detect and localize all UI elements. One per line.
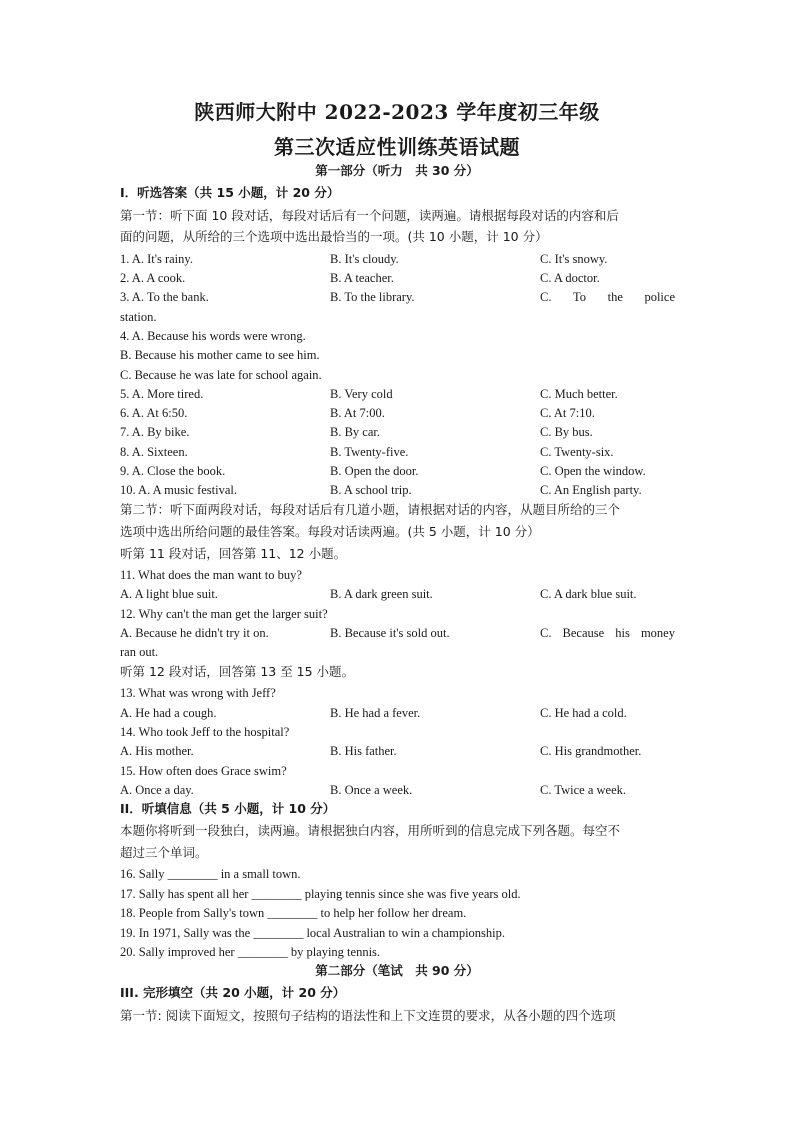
q6-option-c: C. At 7:10. bbox=[540, 406, 595, 420]
section1-instructions-line1: 第一节：听下面 10 段对话，每段对话后有一个问题，读两遍。请根据每段对话的内容和后 bbox=[120, 208, 619, 223]
section-ii-instructions-line1: 本题你将听到一段独白，读两遍。请根据独白内容，用所听到的信息完成下列各题。每空不 bbox=[120, 823, 621, 838]
q7-option-b: B. By car. bbox=[330, 425, 380, 439]
q20-fill-blank: 20. Sally improved her ________ by playing tennis. bbox=[120, 945, 381, 959]
dialog12-intro: 听第 12 段对话，回答第 13 至 15 小题。 bbox=[120, 664, 355, 679]
q12-option-c-word3: his bbox=[615, 626, 630, 640]
q9-option-a: 9. A. Close the book. bbox=[120, 464, 226, 478]
q5-option-b: B. Very cold bbox=[330, 387, 393, 401]
q10-option-b: B. A school trip. bbox=[330, 483, 412, 497]
q1-option-b: B. It's cloudy. bbox=[330, 252, 399, 266]
q14-stem: 14. Who took Jeff to the hospital? bbox=[120, 725, 290, 739]
section-iii-heading: III. 完形填空（共 20 小题，计 20 分） bbox=[120, 985, 346, 1000]
exam-title-line2: 第三次适应性训练英语试题 bbox=[274, 135, 520, 159]
section-ii-instructions-line2: 超过三个单词。 bbox=[120, 845, 208, 860]
q12-option-c bbox=[540, 625, 675, 641]
q10-option-c: C. An English party. bbox=[540, 483, 642, 497]
q10-option-a: 10. A. A music festival. bbox=[120, 483, 238, 497]
part1-heading: 第一部分（听力 共 30 分） bbox=[315, 163, 479, 178]
section-iii-instructions-line1: 第一节: 阅读下面短文，按照句子结构的语法性和上下文连贯的要求，从各小题的四个选项 bbox=[120, 1008, 616, 1023]
q5-option-a: 5. A. More tired. bbox=[120, 387, 204, 401]
q4-option-b: B. Because his mother came to see him. bbox=[120, 348, 320, 362]
q1-option-c: C. It's snowy. bbox=[540, 252, 608, 266]
q12-option-c-word1: C. bbox=[540, 626, 552, 640]
section1-heading: I．听选答案（共 15 小题，计 20 分） bbox=[120, 185, 340, 200]
q11-option-c: C. A dark blue suit. bbox=[540, 587, 637, 601]
q14-option-c: C. His grandmother. bbox=[540, 744, 642, 758]
q17-fill-blank: 17. Sally has spent all her ________ playing tennis since she was five years old. bbox=[120, 887, 521, 901]
q12-option-c-word4: money bbox=[640, 626, 675, 640]
q12-option-b: B. Because it's sold out. bbox=[330, 626, 450, 640]
q11-stem: 11. What does the man want to buy? bbox=[120, 568, 302, 582]
section2-instructions-line1: 第二节：听下面两段对话，每段对话后有几道小题，请根据对话的内容，从题目所给的三个 bbox=[120, 502, 621, 517]
q18-fill-blank: 18. People from Sally's town ________ to help her follow her dream. bbox=[120, 906, 467, 920]
q3-option-a: 3. A. To the bank. bbox=[120, 290, 209, 304]
q3-option-c-word4: police bbox=[644, 290, 675, 304]
exam-title-line1: 陕西师大附中 2022-2023 学年度初三年级 bbox=[194, 100, 600, 124]
q11-option-b: B. A dark green suit. bbox=[330, 587, 433, 601]
q1-option-a: 1. A. It's rainy. bbox=[120, 252, 193, 266]
q6-option-b: B. At 7:00. bbox=[330, 406, 385, 420]
q4-option-c: C. Because he was late for school again. bbox=[120, 368, 322, 382]
q12-option-c-word2: Because bbox=[562, 626, 605, 640]
q8-option-c: C. Twenty-six. bbox=[540, 445, 614, 459]
q12-option-a: A. Because he didn't try it on. bbox=[120, 626, 269, 640]
q7-option-a: 7. A. By bike. bbox=[120, 425, 190, 439]
q14-option-b: B. His father. bbox=[330, 744, 397, 758]
q19-fill-blank: 19. In 1971, Sally was the ________ local Australian to win a championship. bbox=[120, 926, 506, 940]
q12-option-c-continuation: ran out. bbox=[120, 645, 159, 659]
q13-option-a: A. He had a cough. bbox=[120, 706, 217, 720]
q12-stem: 12. Why can't the man get the larger suit? bbox=[120, 607, 328, 621]
section1-instructions-line2: 面的问题，从所给的三个选项中选出最恰当的一项。(共 10 小题，计 10 分） bbox=[120, 229, 548, 244]
q4-option-a: 4. A. Because his words were wrong. bbox=[120, 329, 306, 343]
q16-fill-blank: 16. Sally ________ in a small town. bbox=[120, 867, 301, 881]
q7-option-c: C. By bus. bbox=[540, 425, 593, 439]
q3-option-b: B. To the library. bbox=[330, 290, 415, 304]
dialog11-intro: 听第 11 段对话，回答第 11、12 小题。 bbox=[120, 546, 347, 561]
q15-option-a: A. Once a day. bbox=[120, 783, 194, 797]
section2-instructions-line2: 选项中选出所给问题的最佳答案。每段对话读两遍。(共 5 小题，计 10 分） bbox=[120, 524, 540, 539]
q3-option-c-word3: the bbox=[607, 290, 623, 304]
q13-stem: 13. What was wrong with Jeff? bbox=[120, 686, 276, 700]
q13-option-c: C. He had a cold. bbox=[540, 706, 627, 720]
q2-option-a: 2. A. A cook. bbox=[120, 271, 186, 285]
q13-option-b: B. He had a fever. bbox=[330, 706, 421, 720]
section-ii-heading: II．听填信息（共 5 小题，计 10 分） bbox=[120, 801, 336, 816]
q3-option-c-continuation: station. bbox=[120, 310, 157, 324]
q15-stem: 15. How often does Grace swim? bbox=[120, 764, 287, 778]
q15-option-c: C. Twice a week. bbox=[540, 783, 627, 797]
q9-option-c: C. Open the window. bbox=[540, 464, 646, 478]
part2-heading: 第二部分（笔试 共 90 分） bbox=[315, 963, 479, 978]
q6-option-a: 6. A. At 6:50. bbox=[120, 406, 188, 420]
q8-option-b: B. Twenty-five. bbox=[330, 445, 409, 459]
q3-option-c-word1: C. bbox=[540, 290, 552, 304]
q3-option-c-word2: To bbox=[573, 290, 587, 304]
q3-option-c bbox=[540, 289, 675, 305]
q15-option-b: B. Once a week. bbox=[330, 783, 413, 797]
q9-option-b: B. Open the door. bbox=[330, 464, 419, 478]
q2-option-c: C. A doctor. bbox=[540, 271, 600, 285]
q8-option-a: 8. A. Sixteen. bbox=[120, 445, 188, 459]
q11-option-a: A. A light blue suit. bbox=[120, 587, 218, 601]
q2-option-b: B. A teacher. bbox=[330, 271, 394, 285]
q14-option-a: A. His mother. bbox=[120, 744, 194, 758]
q5-option-c: C. Much better. bbox=[540, 387, 618, 401]
